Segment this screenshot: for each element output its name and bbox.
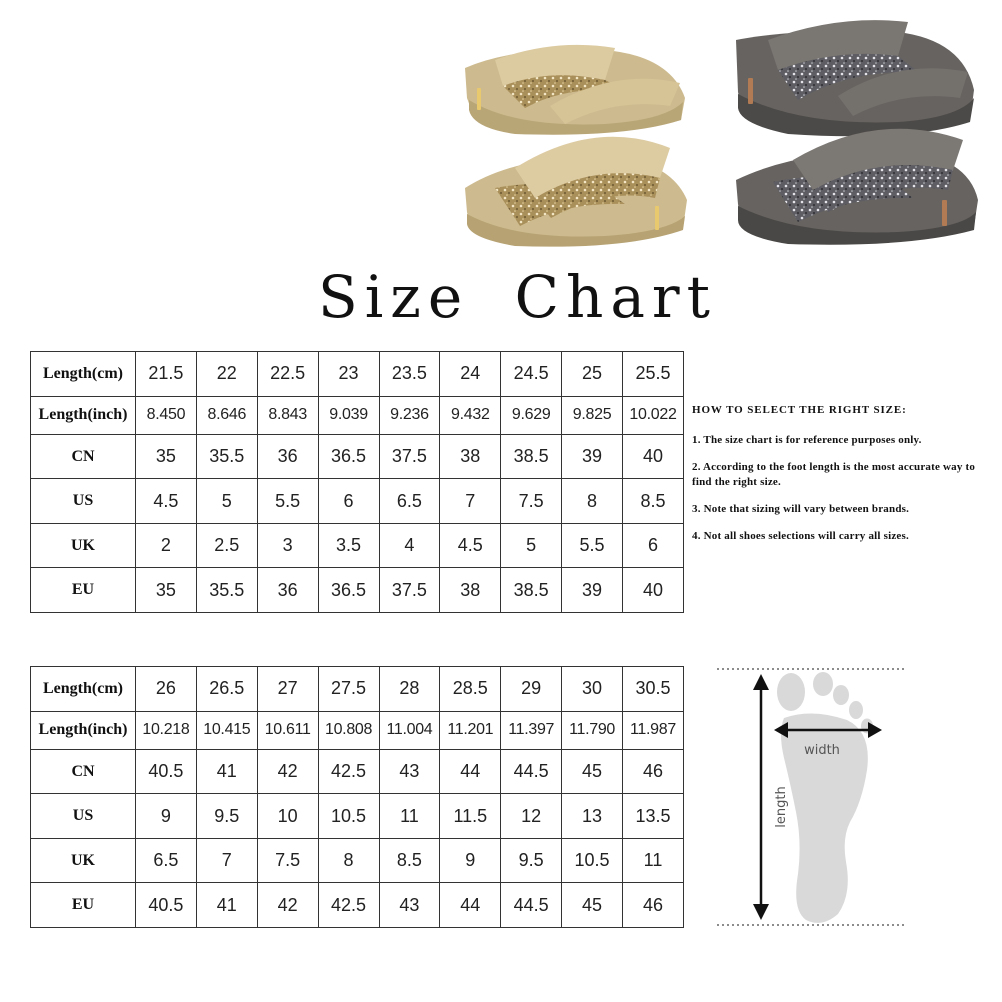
table-cell: 22 — [196, 352, 257, 397]
table-row — [31, 523, 684, 568]
table-cell: 25.5 — [623, 352, 684, 397]
table-cell: 37.5 — [379, 568, 440, 613]
table-cell: 9 — [440, 838, 501, 883]
table-cell: 44 — [440, 883, 501, 928]
table-cell: 10 — [257, 794, 318, 839]
table-cell: 9.236 — [379, 396, 440, 434]
table-cell: 43 — [379, 749, 440, 794]
table-cell: 28.5 — [440, 667, 501, 712]
table-cell: 9.5 — [196, 794, 257, 839]
table-cell: 10.218 — [136, 711, 197, 749]
row-label-us: US — [31, 479, 136, 524]
table-cell: 39 — [562, 568, 623, 613]
row-label-length-inch: Length(inch) — [31, 711, 136, 749]
table-cell: 36 — [257, 434, 318, 479]
row-label-length-inch: Length(inch) — [31, 396, 136, 434]
row-label-cn: CN — [31, 434, 136, 479]
table-cell: 8.5 — [379, 838, 440, 883]
table-cell: 10.808 — [318, 711, 379, 749]
row-label-us: US — [31, 794, 136, 839]
table-cell: 4 — [379, 523, 440, 568]
instructions-heading: HOW TO SELECT THE RIGHT SIZE: — [692, 404, 907, 416]
table-cell: 8.646 — [196, 396, 257, 434]
table-cell: 3.5 — [318, 523, 379, 568]
table-cell: 6 — [318, 479, 379, 524]
table-row — [31, 749, 684, 794]
gold-sandal-image — [455, 28, 695, 268]
table-cell: 45 — [562, 749, 623, 794]
table-cell: 13.5 — [623, 794, 684, 839]
table-cell: 38.5 — [501, 434, 562, 479]
table-cell: 36.5 — [318, 568, 379, 613]
table-cell: 30 — [562, 667, 623, 712]
table-cell: 39 — [562, 434, 623, 479]
table-cell: 40.5 — [136, 883, 197, 928]
table-cell: 38.5 — [501, 568, 562, 613]
table-cell: 44.5 — [501, 749, 562, 794]
table-cell: 8.5 — [623, 479, 684, 524]
table-cell: 40.5 — [136, 749, 197, 794]
table-cell: 44.5 — [501, 883, 562, 928]
table-row — [31, 711, 684, 749]
table-cell: 21.5 — [136, 352, 197, 397]
table-cell: 26 — [136, 667, 197, 712]
table-cell: 38 — [440, 434, 501, 479]
row-label-eu: EU — [31, 568, 136, 613]
table-cell: 11.397 — [501, 711, 562, 749]
table-cell: 42.5 — [318, 883, 379, 928]
table-cell: 44 — [440, 749, 501, 794]
table-cell: 41 — [196, 749, 257, 794]
table-cell: 8 — [318, 838, 379, 883]
table-cell: 6.5 — [379, 479, 440, 524]
table-cell: 5.5 — [562, 523, 623, 568]
size-table-large — [30, 666, 684, 928]
table-row — [31, 794, 684, 839]
instruction-note: 3. Note that sizing will vary between brands. — [692, 503, 910, 515]
table-cell: 9.432 — [440, 396, 501, 434]
table-cell: 36.5 — [318, 434, 379, 479]
row-label-uk: UK — [31, 523, 136, 568]
table-cell: 11 — [379, 794, 440, 839]
table-cell: 2 — [136, 523, 197, 568]
table-row — [31, 434, 684, 479]
instruction-note: 4. Not all shoes selections will carry all sizes. — [692, 530, 909, 542]
table-cell: 10.5 — [562, 838, 623, 883]
table-cell: 6.5 — [136, 838, 197, 883]
table-cell: 9.825 — [562, 396, 623, 434]
table-cell: 7.5 — [501, 479, 562, 524]
table-cell: 38 — [440, 568, 501, 613]
table-cell: 30.5 — [623, 667, 684, 712]
table-row — [31, 396, 684, 434]
table-cell: 35 — [136, 568, 197, 613]
table-cell: 11.987 — [623, 711, 684, 749]
table-cell: 22.5 — [257, 352, 318, 397]
table-cell: 8 — [562, 479, 623, 524]
table-cell: 10.611 — [257, 711, 318, 749]
table-cell: 28 — [379, 667, 440, 712]
table-cell: 36 — [257, 568, 318, 613]
table-cell: 35.5 — [196, 568, 257, 613]
table-row — [31, 352, 684, 397]
table-cell: 8.843 — [257, 396, 318, 434]
table-cell: 5 — [501, 523, 562, 568]
table-cell: 46 — [623, 749, 684, 794]
table-cell: 9.5 — [501, 838, 562, 883]
table-cell: 23 — [318, 352, 379, 397]
table-cell: 4.5 — [136, 479, 197, 524]
size-table-small — [30, 351, 684, 613]
instruction-note: 2. According to the foot length is the most accurate way to find the right size. — [692, 461, 976, 488]
table-cell: 2.5 — [196, 523, 257, 568]
table-cell: 29 — [501, 667, 562, 712]
table-cell: 7 — [440, 479, 501, 524]
gray-sandal-image — [728, 0, 990, 262]
table-cell: 26.5 — [196, 667, 257, 712]
size-instructions — [692, 404, 997, 556]
table-cell: 35 — [136, 434, 197, 479]
page-title: Size Chart — [318, 263, 717, 331]
length-arrow — [753, 674, 769, 920]
table-cell: 11.004 — [379, 711, 440, 749]
table-cell: 11.201 — [440, 711, 501, 749]
table-row — [31, 568, 684, 613]
table-cell: 42 — [257, 883, 318, 928]
foot-icon — [777, 672, 873, 923]
table-cell: 35.5 — [196, 434, 257, 479]
table-cell: 43 — [379, 883, 440, 928]
table-cell: 37.5 — [379, 434, 440, 479]
table-cell: 25 — [562, 352, 623, 397]
table-cell: 10.415 — [196, 711, 257, 749]
row-label-length-cm: Length(cm) — [31, 667, 136, 712]
table-cell: 23.5 — [379, 352, 440, 397]
instruction-note: 1. The size chart is for reference purposes only. — [692, 434, 922, 446]
table-cell: 11.5 — [440, 794, 501, 839]
row-label-uk: UK — [31, 838, 136, 883]
table-cell: 27.5 — [318, 667, 379, 712]
table-cell: 24.5 — [501, 352, 562, 397]
table-cell: 45 — [562, 883, 623, 928]
table-cell: 8.450 — [136, 396, 197, 434]
table-cell: 11.790 — [562, 711, 623, 749]
foot-measurement-diagram — [712, 662, 912, 932]
table-row — [31, 883, 684, 928]
table-cell: 11 — [623, 838, 684, 883]
table-cell: 4.5 — [440, 523, 501, 568]
width-label: width — [804, 743, 840, 758]
table-cell: 40 — [623, 568, 684, 613]
row-label-eu: EU — [31, 883, 136, 928]
table-row — [31, 479, 684, 524]
table-cell: 40 — [623, 434, 684, 479]
table-cell: 9 — [136, 794, 197, 839]
table-cell: 9.629 — [501, 396, 562, 434]
row-label-length-cm: Length(cm) — [31, 352, 136, 397]
table-row — [31, 667, 684, 712]
table-cell: 27 — [257, 667, 318, 712]
table-cell: 46 — [623, 883, 684, 928]
table-cell: 5.5 — [257, 479, 318, 524]
table-cell: 12 — [501, 794, 562, 839]
table-cell: 13 — [562, 794, 623, 839]
table-cell: 42.5 — [318, 749, 379, 794]
table-cell: 9.039 — [318, 396, 379, 434]
table-cell: 7.5 — [257, 838, 318, 883]
length-label: length — [774, 786, 789, 828]
table-cell: 42 — [257, 749, 318, 794]
table-row — [31, 838, 684, 883]
table-cell: 24 — [440, 352, 501, 397]
table-cell: 7 — [196, 838, 257, 883]
table-cell: 41 — [196, 883, 257, 928]
table-cell: 10.5 — [318, 794, 379, 839]
table-cell: 6 — [623, 523, 684, 568]
table-cell: 10.022 — [623, 396, 684, 434]
table-cell: 5 — [196, 479, 257, 524]
row-label-cn: CN — [31, 749, 136, 794]
table-cell: 3 — [257, 523, 318, 568]
